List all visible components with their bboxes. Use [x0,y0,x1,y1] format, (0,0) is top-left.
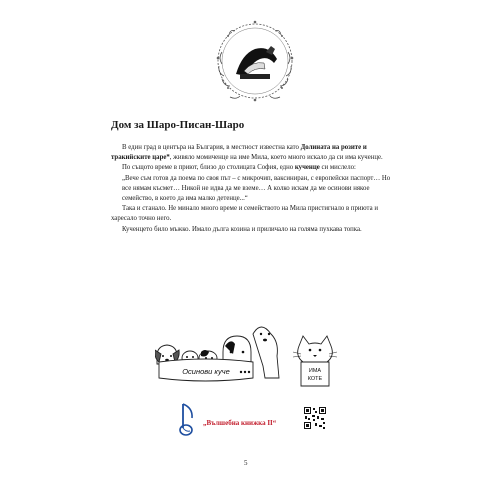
paragraph-text: В един град в центъра на България, в местност известна като [122,144,301,151]
story-paragraph [111,143,396,163]
paragraph-text: Така и станало. Не минало много време и семейството на Мила пристигнало в приюта и харесало точно него. [111,205,378,223]
paragraph-text: По същото време в приют, близо до столицата София, едно [122,164,295,172]
dogs-and-cat-illustration [155,318,355,390]
adopt-dog-sign-text: Осинови куче [182,367,230,376]
paragraph-text: си мислело: [319,164,356,172]
story-paragraph [111,225,396,235]
emphasized-text: кученце [294,164,320,172]
footer-row [178,402,328,438]
paragraph-text: , живяло момиченце на име Мила, което много искало да си има кученце. [169,154,383,162]
book-series-title: „Вълшебна книжка II“ [203,419,277,427]
story-title: Дом за Шаро-Писан-Шаро [111,119,245,131]
paragraph-text: „Вече съм готов да поема по своя път – с микрочип, ваксиниран, с европейски паспорт… Но все нямам късмет… Никой не идва да ме вземе… А колко искам да ме осинови някое семейство, в което да има малко детенце...“ [122,174,391,203]
emphasized-text: Долината на розите и тракийските царе* [111,144,367,162]
story-paragraph [111,204,396,224]
story-paragraph [111,174,396,205]
qr-code-icon[interactable] [303,406,327,430]
music-note-icon [178,402,196,438]
page-number: 5 [244,459,248,467]
has-kitten-sign-line1: ИМА [308,368,322,374]
has-kitten-sign-line2: КОТЕ [307,376,323,382]
ornamental-wreath-emblem [210,16,300,106]
paragraph-text: Кученцето било мъжко. Имало дълга козина и приличало на голяма пухкава топка. [122,225,362,233]
story-paragraph [111,163,396,173]
story-body [111,143,396,235]
